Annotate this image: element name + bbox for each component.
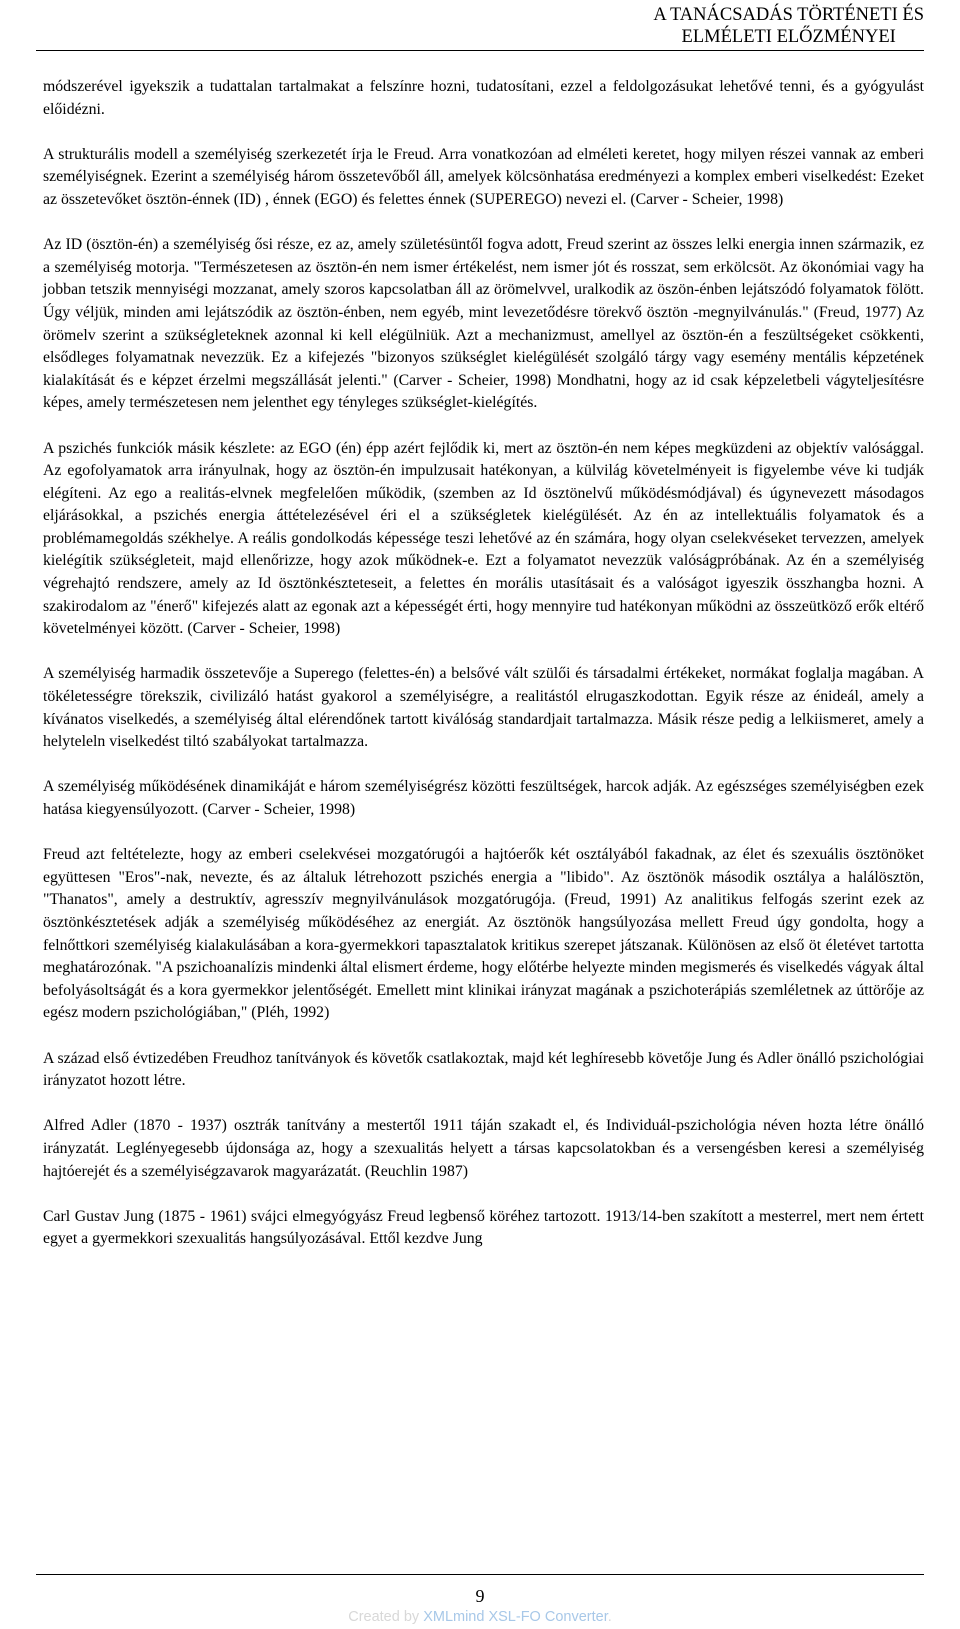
paragraph: módszerével igyekszik a tudattalan tartalmakat a felszínre hozni, tudatosítani, ezzel a feldolgozásukat lehetővé tenni, és a gyógyulást előidézni. [43, 78, 924, 118]
paragraph: Freud azt feltételezte, hogy az emberi cselekvései mozgatórugói a hajtóerők két osztályából fakadnak, az élet és szexuális ösztönöket együttesen "Eros"-nak, nevezte, és az általuk létrehozott pszichés energia a "libido". Az ösztönök második osztálya a halálösztön, "Thanatos", amely a destruktív, agresszív megnyilvánulások mozgatórugója. (Freud, 1991) Az analitikus felfogás szerint ezek az ösztönkésztetések adják a személyiség működéséhez az energiát. Az ösztönök hangsúlyozása mellett Freud úgy gondolta, hogy a felnőttkori személyiség kialakulásában a kora-gyermekkori tapasztalatok kritikus szerepet játszanak. Különösen az első öt életévet tartotta meghatározónak. "A pszichoanalízis mindenki által elismert érdeme, hogy előtérbe helyezte minden megismerés és viselkedés vágyak által befolyásoltságát és a kora gyermekkor jelentőségét. Emellett mint klinikai irányzat magának a pszichoterápiás szemléletnek az úttörője az egész modern pszichológiában," (Pléh, 1992) [43, 846, 924, 1022]
footer-divider [36, 1574, 924, 1575]
body-text [43, 76, 924, 1251]
watermark-suffix: . [607, 1609, 612, 1625]
paragraph: A strukturális modell a személyiség szerkezetét írja le Freud. Arra vonatkozóan ad elméleti keretet, hogy milyen részei vannak az emberi személyiségnek. Ezerint a személyiség három összetevőből áll, amelyek kölcsönhatása eredményezi a komplex emberi viselkedést: Ezeket az összetevőket ösztön-énnek (ID) , énnek (EGO) és felettes énnek (SUPEREGO) nevezi el. (Carver - Scheier, 1998) [43, 145, 924, 208]
converter-watermark [0, 1609, 960, 1625]
paragraph: A személyiség harmadik összetevője a Superego (felettes-én) a belsővé vált szülői és társadalmi értékeket, normákat foglalja magában. A tökéletességre törekszik, civilizáló hatást gyakorol a személyiségre, a realitástól elrugaszkodottan. Egyik része az énideál, amely a kívánatos viselkedés, a személyiség által elérendőnek tartott kiválóság standardjait tartalmazza. Másik része pedig a lelkiismeret, amely a helyteleln viselkedést tiltó szabályokat tartalmazza. [43, 665, 924, 751]
paragraph: A pszichés funkciók másik készlete: az EGO (én) épp azért fejlődik ki, mert az ösztön-én nem képes megküzdeni az objektív valósággal. Az egofolyamatok arra irányulnak, hogy az ösztön-én impulzusait hatékonyan, a külvilág követelményeit is figyelembe véve ki tudják elégíteni. Az ego a realitás-elvnek megfelelően működik, (szemben az Id ösztönelvű működésmódjával) és úgynevezett másodagos eljárásokkal, a pszichés energia áttételezésével éri el a szükségletek kielégülését. Az én az intellektuális folyamatok és a problémamegoldás székhelye. A reális gondolkodás képessége teszi lehetővé az én számára, hogy olyan cselekvéseket tervezzen, amelyek kielégítik szükségleteit, majd ellenőrizze, hogy azok működnek-e. Ezt a folyamatot nevezzük valóságpróbának. Az én a személyiség végrehajtó rendszere, amely az Id ösztönkészteteseit, a felettes én morális utasításait és a valóságot igyeszik összhangba hozni. A szakirodalom az "énerő" kifejezés alatt az egonak azt a képességét érti, hogy mennyire tud hatékonyan működni az összeütköző erők eltérő követelményei között. (Carver - Scheier, 1998) [43, 439, 924, 638]
header-line-2: ELMÉLETI ELŐZMÉNYEI [681, 27, 896, 47]
page-number: 9 [475, 1586, 485, 1606]
paragraph: A személyiség működésének dinamikáját e három személyiségrész közötti feszültségek, harcok adják. Az egészséges személyiségben ezek hatása kiegyensúlyozott. (Carver - Scheier, 1998) [43, 778, 924, 818]
paragraph: Carl Gustav Jung (1875 - 1961) svájci elmegyógyász Freud legbenső köréhez tartozott. 1913/14-ben szakított a mesterrel, mert nem értett egyet a gyermekkori szexualitás hangsúlyozásával. Ettől kezdve Jung [43, 1207, 924, 1248]
running-header [653, 4, 924, 48]
header-line-1: A TANÁCSADÁS TÖRTÉNETI ÉS [653, 5, 924, 25]
header-divider [36, 50, 924, 51]
paragraph: Alfred Adler (1870 - 1937) osztrák tanítvány a mestertől 1911 táján szakadt el, és Individuál-pszichológia néven hozta létre önálló irányzatát. Leglényegesebb újdonsága az, hogy a szexualitás helyett a társas kapcsolatokban és a versengésben keresi a személyiség hajtóerejét és a személyiségzavarok magyarázatát. (Reuchlin 1987) [43, 1117, 924, 1180]
paragraph: Az ID (ösztön-én) a személyiség ősi része, ez az, amely születésüntől fogva adott, Freud szerint az összes lelki energia innen származik, ez a személyiség motorja. "Természetesen az ösztön-én nem ismer értékelést, nem ismer jót és rosszat, sem erkölcsöt. Az ökonómiai vagy ha jobban tetszik mennyiségi mozzanat, amely szoros kapcsolatban áll az örömelvvel, uralkodik az öszön-énben lejátszódó folyamatok fölött. Úgy véljük, minden ami lejátszódik az ösztön-énben, nem egyéb, mint levezetődésre törekvő ösztön -megnyilvánulás." (Freud, 1977) Az örömelv szerint a szükségleteknek azonnal ki kell elégülniük. Azt a mechanizmust, amellyel az ösztön-én a feszültségeket csökkenti, elsődleges folyamatnak nevezzük. Ez a kifejezés "bizonyos szükséglet kielégülését szolgáló tárgy vagy esemény mentális képzetének kialakítását és e képzet érzelmi megszállását jelenti." (Carver - Scheier, 1998) Mondhatni, hogy az id csak képzeletbeli vágyteljesítésre képes, amely természetesen nem jelenthet egy tényleges szükséglet-kielégítés. [43, 236, 924, 412]
watermark-brand-link[interactable]: XMLmind XSL-FO Converter [423, 1609, 608, 1625]
watermark-prefix: Created by [348, 1609, 424, 1625]
paragraph: A század első évtizedében Freudhoz tanítványok és követők csatlakoztak, majd két leghíresebb követője Jung és Adler önálló pszichológiai irányzatot hozott létre. [43, 1049, 924, 1090]
